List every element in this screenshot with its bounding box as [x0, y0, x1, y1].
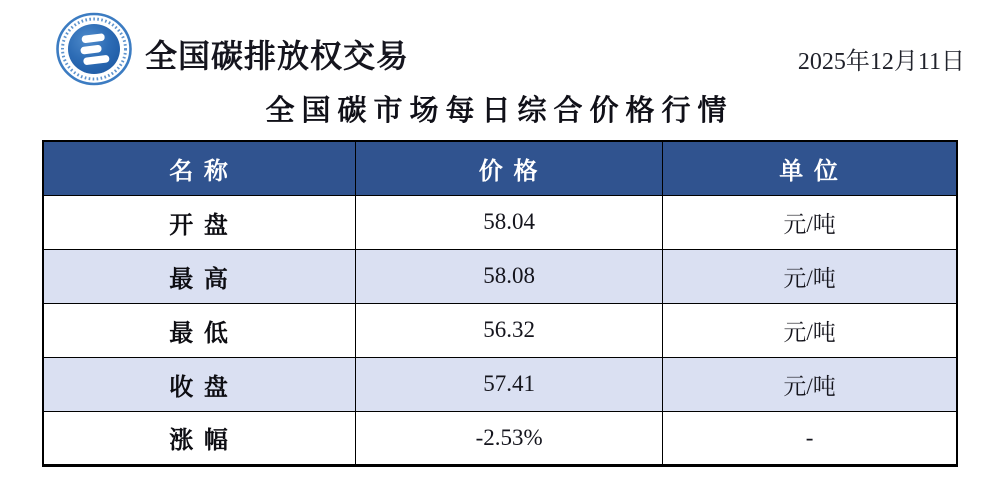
row-price-cell: 58.08 — [356, 249, 663, 303]
row-unit-cell: 元/吨 — [663, 195, 957, 249]
table-row-open — [43, 195, 957, 249]
row-unit-cell: 元/吨 — [663, 303, 957, 357]
row-unit-cell: 元/吨 — [663, 249, 957, 303]
col-header-price: 价 格 — [356, 141, 663, 195]
daily-price-table — [42, 140, 958, 467]
col-header-unit: 单 位 — [663, 141, 957, 195]
row-price-cell: 57.41 — [356, 357, 663, 411]
page-title: 全国碳市场每日综合价格行情 — [265, 95, 734, 127]
brand-title: 全国碳排放权交易 — [145, 38, 410, 74]
row-name-cell: 最 高 — [43, 249, 356, 303]
row-name-cell: 涨 幅 — [43, 411, 356, 465]
row-price-cell: 56.32 — [356, 303, 663, 357]
row-name-cell: 开 盘 — [43, 195, 356, 249]
table-row-high — [43, 249, 957, 303]
row-price-cell: 58.04 — [356, 195, 663, 249]
table-header-row — [43, 141, 957, 195]
row-price-cell: -2.53% — [356, 411, 663, 465]
table-row-change — [43, 411, 957, 465]
row-unit-cell: 元/吨 — [663, 357, 957, 411]
row-name-cell: 最 低 — [43, 303, 356, 357]
row-unit-cell: - — [663, 411, 957, 465]
issue-date: 2025年12月11日 — [797, 49, 965, 75]
masthead — [0, 0, 999, 90]
table-row-close — [43, 357, 957, 411]
table-row-low — [43, 303, 957, 357]
row-name-cell: 收 盘 — [43, 357, 356, 411]
col-header-name: 名 称 — [43, 141, 356, 195]
carbon-exchange-logo-icon — [55, 12, 133, 86]
